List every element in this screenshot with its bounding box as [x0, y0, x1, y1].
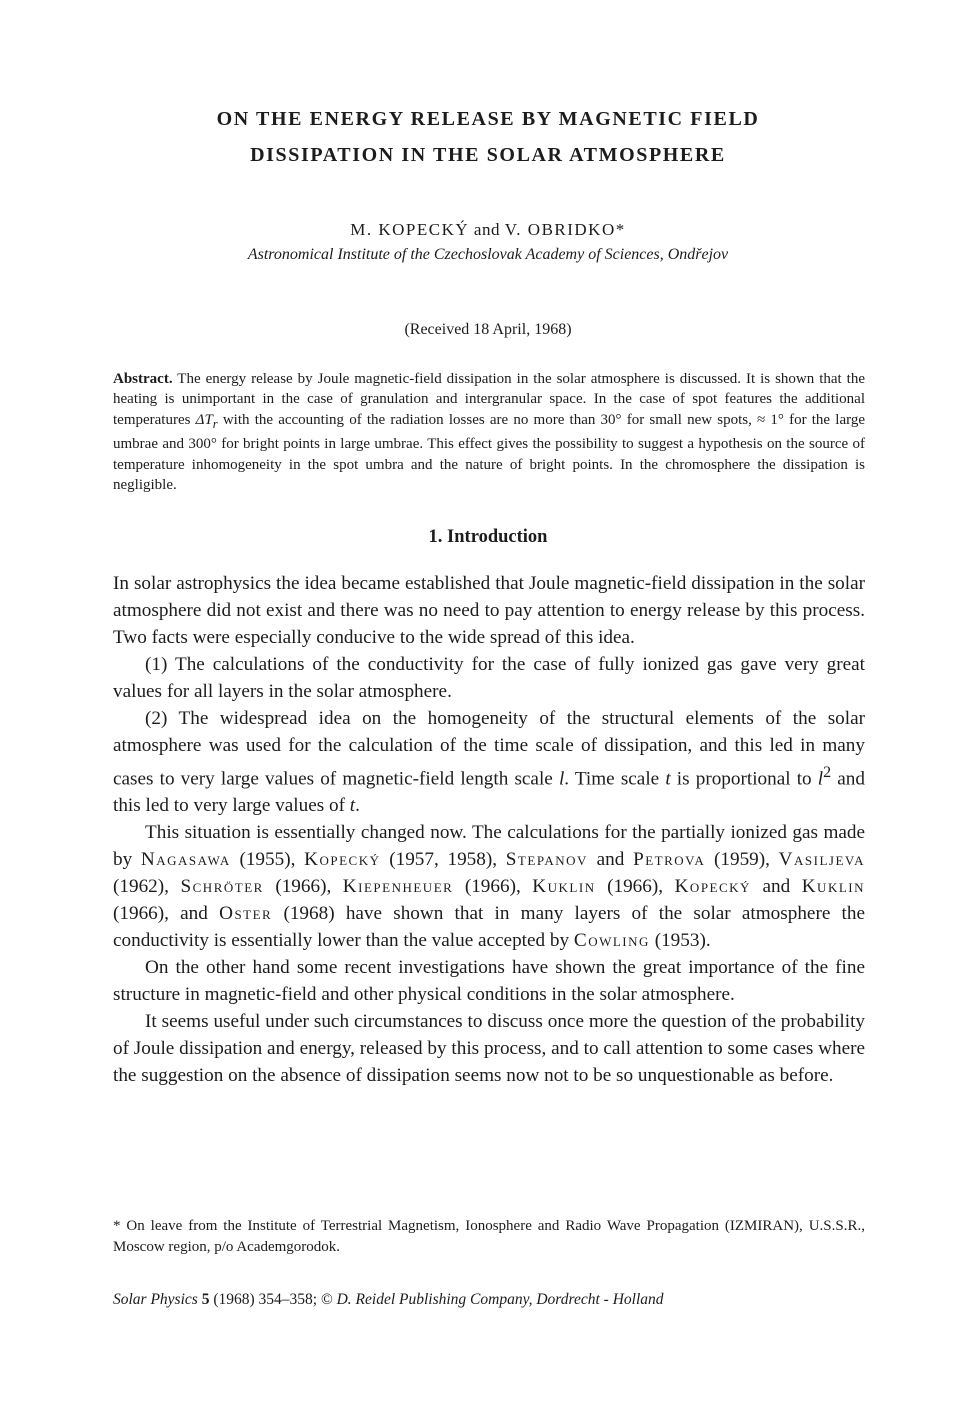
body-text	[113, 570, 865, 1089]
author-line	[0, 220, 976, 240]
citation-author: Nagasawa	[140, 849, 231, 871]
p3-text: . Time scale	[564, 768, 666, 790]
abstract-symbol: ΔT	[195, 411, 213, 428]
received-date: (Received 18 April, 1968)	[404, 321, 572, 338]
author-conjunction: and	[473, 220, 500, 239]
footnote: * On leave from the Institute of Terrestrial Magnetism, Ionosphere and Radio Wave Propagation (IZMIRAN), U.S.S.R., Moscow region, p/o Academgorodok.	[113, 1218, 865, 1255]
author-2: V. OBRIDKO*	[504, 220, 626, 239]
author-1: M. KOPECKÝ	[350, 220, 470, 239]
journal-pages: (1968) 354–358; ©	[209, 1291, 337, 1308]
abstract-label: Abstract.	[113, 371, 173, 387]
journal-footer	[113, 1291, 865, 1309]
citation-author: Kiepenheuer	[342, 876, 454, 898]
p3-symbol-t: t	[349, 795, 356, 817]
paper-title-line-1: ON THE ENERGY RELEASE BY MAGNETIC FIELD	[216, 108, 760, 130]
paper-title-line-2: DISSIPATION IN THE SOLAR ATMOSPHERE	[250, 144, 726, 166]
p4-text: and	[587, 849, 634, 871]
p3-symbol-l: l	[558, 768, 565, 790]
citation-year: (1966),	[263, 876, 343, 898]
p4-text: This situation is essentially changed now. The calculations for the partially ionized gas made by	[113, 822, 865, 871]
p3-text: .	[355, 795, 360, 817]
paragraph-2: (1) The calculations of the conductivity for the case of fully ionized gas gave very great values for all layers in the solar atmosphere.	[113, 654, 865, 702]
paragraph-5: On the other hand some recent investigations have shown the great importance of the fine structure in magnetic-field and other physical conditions in the solar atmosphere.	[113, 957, 865, 1006]
p4-text: and	[750, 876, 802, 898]
citation-year: (1959),	[705, 849, 779, 871]
citation-year: (1955),	[230, 849, 305, 871]
citation-author: Stepanov	[505, 849, 588, 871]
citation-year: (1962),	[113, 876, 181, 898]
citation-author: Oster	[219, 903, 273, 925]
citation-author: Cowling	[573, 930, 650, 952]
citation-year: (1957, 1958),	[380, 849, 506, 871]
p3-symbol-l: l	[817, 768, 824, 790]
citation-author: Kuklin	[801, 876, 865, 898]
citation-year: (1966), and	[113, 903, 220, 925]
journal-name: Solar Physics	[113, 1291, 198, 1308]
citation-author: Kopecký	[674, 876, 751, 898]
affiliation: Astronomical Institute of the Czechoslovak Academy of Sciences, Ondřejov	[247, 246, 729, 263]
abstract-text-b: with the accounting of the radiation losses are no more than 30° for small new spots, ≈ 1° for the large umbrae and 300° for bright points in large umbrae. This effect gives the possibility to suggest a hypothesis on the source of temperature inhomogeneity in the spot umbra and the nature of bright points. In the chromosphere the dissipation is negligible.	[113, 411, 865, 494]
p3-text: is proportional to	[670, 768, 818, 790]
section-heading: 1. Introduction	[428, 527, 548, 547]
publisher: D. Reidel Publishing Company, Dordrecht - Holland	[336, 1291, 664, 1308]
p3-superscript: 2	[823, 764, 832, 781]
abstract	[113, 369, 865, 495]
citation-author: Kuklin	[532, 876, 596, 898]
paragraph-6: It seems useful under such circumstances to discuss once more the question of the probability of Joule dissipation and energy, released by this process, and to call attention to some cases where the suggestion on the absence of dissipation seems now not to be so unquestionable as before.	[113, 1011, 865, 1087]
paragraph-3	[113, 705, 865, 819]
journal-volume: 5	[201, 1291, 210, 1308]
citation-year: (1966),	[453, 876, 533, 898]
citation-year: (1966),	[595, 876, 675, 898]
p3-text: and this led to very large values of	[113, 768, 865, 817]
abstract-subscript: r	[212, 416, 218, 431]
p4-text: (1953).	[649, 930, 711, 952]
abstract-text-a: The energy release by Joule magnetic-field dissipation in the solar atmosphere is discussed. It is shown that the heating is unimportant in the case of granulation and intergranular space. In the case of spot features the additional temperatures	[113, 371, 866, 428]
p3-symbol-t: t	[665, 768, 671, 790]
p4-text: (1968) have shown that in many layers of the solar atmosphere the conductivity is essentially lower than the value accepted by	[113, 903, 866, 952]
paragraph-1: In solar astrophysics the idea became established that Joule magnetic-field dissipation in the solar atmosphere did not exist and there was no need to pay attention to energy release by this process. Two facts were especially conducive to the wide spread of this idea.	[113, 573, 865, 648]
citation-author: Petrova	[633, 849, 706, 871]
p3-text: (2) The widespread idea on the homogeneity of the structural elements of the solar atmosphere was used for the calculation of the time scale of dissipation, and this led in many cases to very large values of magnetic-field length scale	[113, 708, 865, 790]
paragraph-4	[113, 819, 865, 954]
citation-author: Vasiljeva	[778, 849, 866, 871]
citation-author: Kopecký	[304, 849, 381, 871]
citation-author: Schröter	[180, 876, 264, 898]
